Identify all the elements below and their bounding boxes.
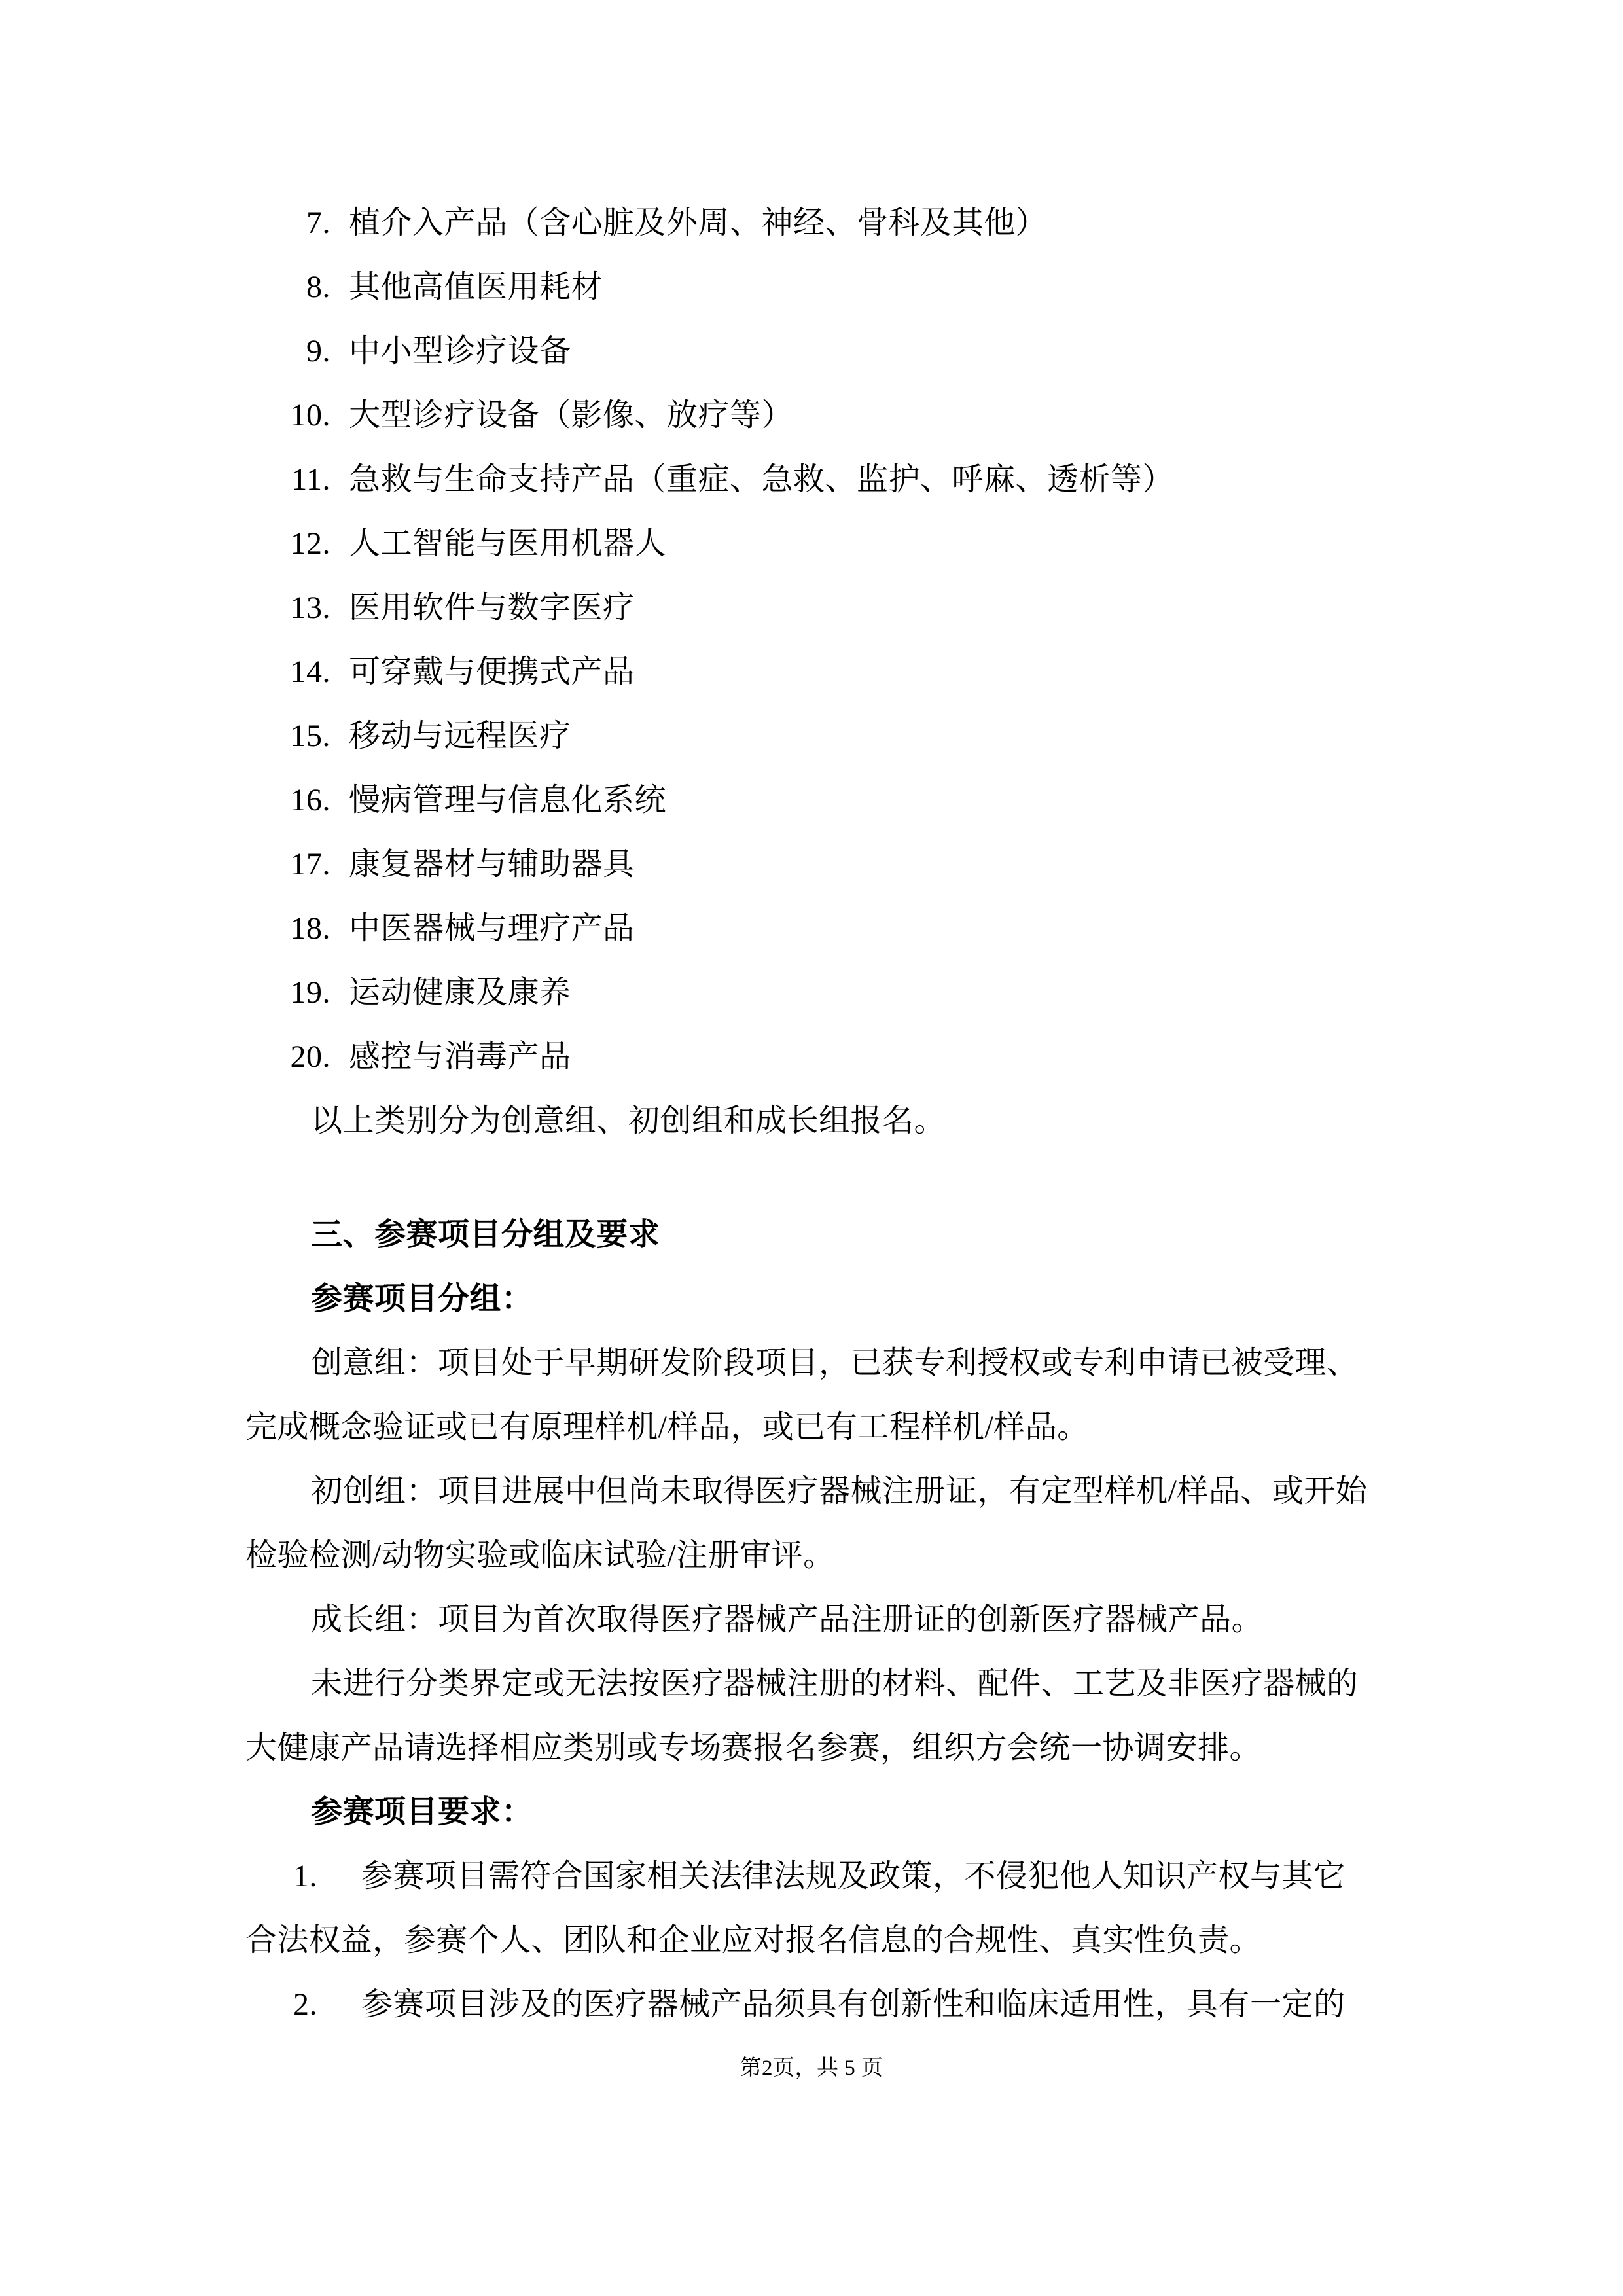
paragraph-line: 以上类别分为创意组、初创组和成长组报名。 [311, 1103, 946, 1138]
list-item-number: 20. [290, 1039, 330, 1074]
list-item-text: 移动与远程医疗 [349, 719, 571, 753]
list-item-number: 12. [290, 526, 330, 561]
list-item-number: 19. [290, 975, 330, 1010]
list-item [245, 640, 1440, 704]
list-item-text: 可穿戴与便携式产品 [349, 655, 635, 689]
list-item [245, 768, 1440, 833]
paragraph-line: 成长组：项目为首次取得医疗器械产品注册证的创新医疗器械产品。 [311, 1602, 1264, 1637]
list-item [245, 191, 1440, 255]
list-item-text: 运动健康及康养 [349, 975, 571, 1010]
paragraph-line: 未进行分类界定或无法按医疗器械注册的材料、配件、工艺及非医疗器械的 [311, 1666, 1359, 1701]
list-item [245, 448, 1440, 512]
list-item-number: 15. [290, 719, 330, 753]
paragraph-line: 初创组：项目进展中但尚未取得医疗器械注册证，有定型样机/样品、或开始 [311, 1474, 1368, 1509]
section-heading: 三、参赛项目分组及要求 [311, 1217, 660, 1252]
list-item-text: 参赛项目需符合国家相关法律法规及政策，不侵犯他人知识产权与其它 [361, 1859, 1346, 1893]
list-item-text: 参赛项目涉及的医疗器械产品须具有创新性和临床适用性，具有一定的 [361, 1987, 1346, 2022]
list-item [245, 255, 1440, 319]
paragraph-line: 完成概念验证或已有原理样机/样品，或已有工程样机/样品。 [245, 1410, 1089, 1444]
list-item [245, 512, 1440, 576]
requirement-item [245, 1844, 1440, 1909]
list-item-text: 中医器械与理疗产品 [349, 911, 635, 946]
page-footer [0, 2055, 1623, 2081]
list-item [245, 319, 1440, 384]
list-item-text: 大型诊疗设备（影像、放疗等） [349, 398, 794, 433]
list-item-number: 17. [290, 847, 330, 882]
list-item-text: 其他高值医用耗材 [349, 270, 603, 304]
list-item [245, 961, 1440, 1025]
section-heading: 参赛项目要求： [311, 1795, 533, 1829]
list-item-number: 18. [290, 911, 330, 946]
list-item-number: 9. [306, 334, 330, 368]
list-item-text: 急救与生命支持产品（重症、急救、监护、呼麻、透析等） [349, 462, 1175, 497]
paragraph-line: 检验检测/动物实验或临床试验/注册审评。 [245, 1538, 835, 1573]
list-item-text: 植介入产品（含心脏及外周、神经、骨科及其他） [349, 206, 1048, 240]
list-item-number: 2. [293, 1987, 317, 2022]
paragraph-line: 大健康产品请选择相应类别或专场赛报名参赛，组织方会统一协调安排。 [245, 1731, 1262, 1765]
list-item-text: 医用软件与数字医疗 [349, 590, 635, 625]
list-item [245, 576, 1440, 640]
list-item [245, 897, 1440, 961]
list-item-number: 11. [291, 462, 330, 497]
list-item-text: 中小型诊疗设备 [349, 334, 571, 368]
list-item-number: 1. [293, 1859, 317, 1893]
list-item-text: 康复器材与辅助器具 [349, 847, 635, 882]
document-content [245, 191, 1440, 2037]
list-item-number: 14. [290, 655, 330, 689]
list-item-number: 8. [306, 270, 330, 304]
list-item-number: 10. [290, 398, 330, 433]
list-item-number: 13. [290, 590, 330, 625]
list-item-text: 感控与消毒产品 [349, 1039, 571, 1074]
paragraph-line: 创意组：项目处于早期研发阶段项目，已获专利授权或专利申请已被受理、 [311, 1346, 1359, 1380]
list-item-text: 人工智能与医用机器人 [349, 526, 667, 561]
page-number-label: 第2页，共 5 页 [740, 2056, 883, 2080]
list-item-number: 16. [290, 783, 330, 817]
list-item-number: 7. [306, 206, 330, 240]
list-item [245, 1025, 1440, 1089]
list-item-text: 慢病管理与信息化系统 [349, 783, 667, 817]
list-item [245, 384, 1440, 448]
blank-line [245, 1153, 1440, 1203]
requirement-item [245, 1973, 1440, 2037]
list-item [245, 833, 1440, 897]
list-item [245, 704, 1440, 768]
paragraph-line: 合法权益，参赛个人、团队和企业应对报名信息的合规性、真实性负责。 [245, 1923, 1262, 1958]
section-heading: 参赛项目分组： [311, 1282, 533, 1316]
